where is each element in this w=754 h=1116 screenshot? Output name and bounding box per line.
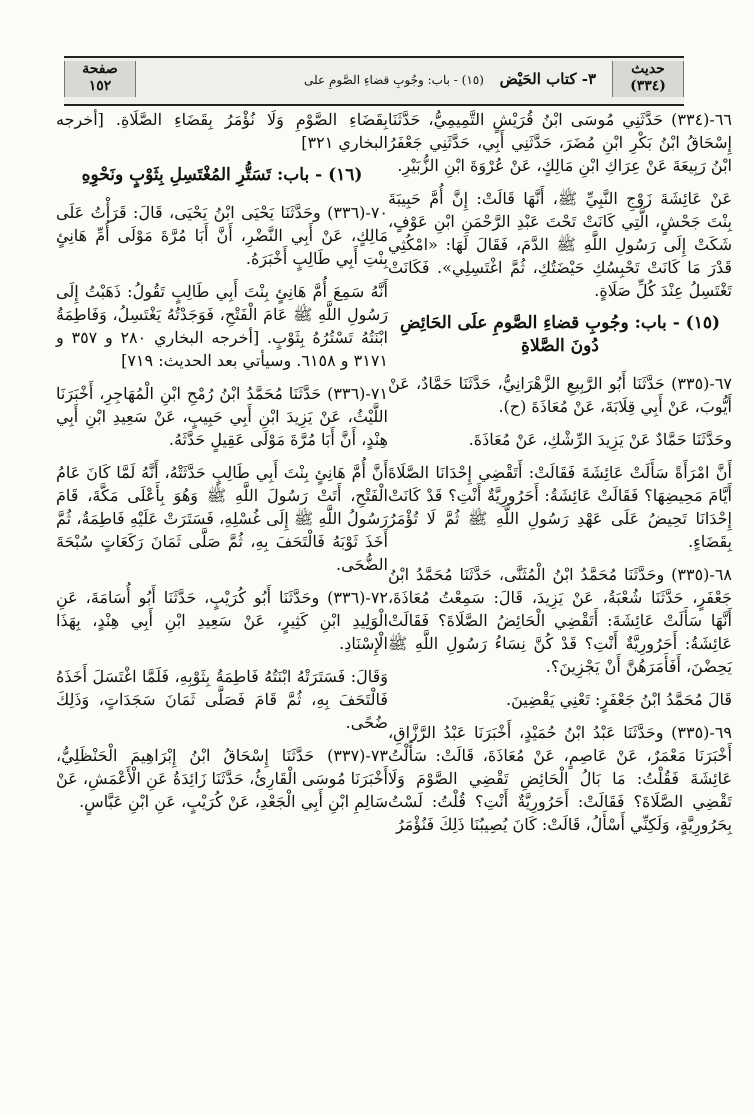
hadith-paragraph: أَنَّهُ سَمِعَ أُمَّ هَانِئٍ بِنْتَ أَبِي طَالِبٍ تَقُولُ: ذَهَبْتُ إِلَى رَسُولِ اللَّهِ ﷺ عَامَ الْفَتْحِ، فَوَجَدْتُهُ يَغْتَسِلُ، وَفَاطِمَةُ ابْنَتُهُ تَسْتُرُهُ بِثَوْبٍ. [أخرجه البخاري ٢٨٠ و ٣٥٧ و ٣١٧١ و ٦١٥٨. وسيأتي بعد الحديث: ٧١٩] [56, 282, 388, 370]
hadith-paragraph: ٧٠-(٣٣٦) وحَدَّثَنَا يَحْيَى ابْنُ يَحْيَى، قَالَ: قَرَأْتُ عَلَى مَالِكٍ، عَنْ أَبِي النَّضْرِ، أَنَّ أَبَا مُرَّةَ مَوْلَى أُمِّ هَانِئٍ بِنْتِ أَبِي طَالِبٍ أَخْبَرَهُ. [56, 203, 388, 268]
hadith-paragraph: ٦٨-(٣٣٥) وحَدَّثَنَا مُحَمَّدُ ابْنُ الْمُثَنَّى، حَدَّثَنَا مُحَمَّدُ ابْنُ جَعْفَرٍ، حَدَّثَنَا شُعْبَةُ، عَنْ يَزِيدَ، قَالَ: سَمِعْتُ مُعَاذَةَ، أَنَّهَا سَأَلَتْ عَائِشَةَ: أَتَقْضِي الْحَائِضُ الصَّلَاةَ؟ فَقَالَتْ عَائِشَةُ: أَحَرُورِيَّةٌ أَنْتِ؟ قَدْ كُنَّ نِسَاءُ رَسُولِ اللَّهِ ﷺ يَحِضْنَ، أَفَأَمَرَهُنَّ أَنْ يَجْزِينَ؟. [388, 565, 732, 676]
hadith-paragraph: ٦٩-(٣٣٥) وحَدَّثَنَا عَبْدُ ابْنُ حُمَيْدٍ، أَخْبَرَنَا عَبْدُ الرَّزَّاقِ، أَخْبَرَنَا مَعْمَرٌ، عَنْ عَاصِمٍ، عَنْ مُعَاذَةَ، قَالَتْ: سَأَلْتُ عَائِشَةَ فَقُلْتُ: مَا بَالُ الْحَائِضِ تَقْضِي الصَّوْمَ وَلَا تَقْضِي الصَّلَاةَ؟ فَقَالَتْ: أَحَرُورِيَّةٌ أَنْتِ؟ قُلْتُ: لَسْتُ بِحَرُورِيَّةٍ، وَلَكِنِّي أَسْأَلُ، قَالَتْ: كَانَ يُصِيبُنَا ذَلِكَ فَنُؤْمَرُ [388, 723, 732, 834]
hadith-paragraph: وَقَالَ: فَسَتَرَتْهُ ابْنَتُهُ فَاطِمَةُ بِثَوْبِهِ، فَلَمَّا اغْتَسَلَ أَخَذَهُ فَالْتَحَفَ بِهِ، ثُمَّ قَامَ فَصَلَّى ثَمَانَ سَجَدَاتٍ، وَذَلِكَ ضُحًى. [56, 667, 388, 732]
hadith-paragraph: وحَدَّثَنَا حَمَّادٌ عَنْ يَزِيدَ الرِّشْكِ، عَنْ مُعَاذَةَ. [468, 430, 732, 449]
left-column [56, 108, 388, 823]
hadith-paragraph: بِقَضَاءِ الصَّوْمِ وَلَا نُؤْمَرُ بِقَضَاءِ الصَّلَاةِ. [أخرجه البخاري ٣٢١] [56, 110, 388, 152]
hadith-label: حديث [631, 61, 665, 77]
hadith-paragraph: أَنَّ امْرَأَةً سَأَلَتْ عَائِشَةَ فَقَالَتْ: أَتَقْضِي إِحْدَانَا الصَّلَاةَ أَيَّامَ مَحِيضِهَا؟ فَقَالَتْ عَائِشَةُ: أَحَرُورِيَّةٌ أَنْتِ؟ قَدْ كَانَتْ إِحْدَانَا تَحِيضُ عَلَى عَهْدِ رَسُولِ اللَّهِ ﷺ ثُمَّ لَا تُؤْمَرُ بِقَضَاءٍ. [388, 463, 732, 551]
chapter-heading: (١٥) - باب: وجُوبِ قضاءِ الصَّومِ علَى الحَائِضِ دُونَ الصَّلاةِ [399, 313, 721, 356]
hadith-paragraph: ٦٧-(٣٣٥) حَدَّثَنَا أَبُو الرَّبِيعِ الزَّهْرَانِيُّ، حَدَّثَنَا حَمَّادٌ، عَنْ أَيُّوبَ، عَنْ أَبِي قِلَابَةَ، عَنْ مُعَاذَةَ (ح). [388, 374, 732, 416]
hadith-number-box [612, 61, 684, 97]
hadith-paragraph: ٧٢-(٣٣٦) وحَدَّثَنَا أَبُو كُرَيْبٍ، حَدَّثَنَا أَبُو أُسَامَةَ، عَنِ الْوَلِيدِ ابْنِ كَثِيرٍ، عَنْ سَعِيدِ ابْنِ أَبِي هِنْدٍ، بِهَذَا الْإِسْنَادِ. [56, 588, 388, 653]
right-column [388, 108, 732, 846]
chapter-title: (١٥) - باب: وجُوبِ قضاءِ الصَّومِ على [304, 73, 484, 87]
hadith-paragraph: ٧١-(٣٣٦) حَدَّثَنَا مُحَمَّدُ ابْنُ رُمْحِ ابْنِ الْمُهَاجِرِ، أَخْبَرَنَا اللَّيْثُ، عَنْ يَزِيدَ ابْنِ أَبِي حَبِيبٍ، عَنْ سَعِيدِ ابْنِ أَبِي هِنْدٍ، أَنَّ أَبَا مُرَّةَ مَوْلَى عَقِيلٍ حَدَّثَهُ. [56, 384, 388, 449]
book-title: ٣- كتاب الحَيْض [499, 70, 596, 88]
hadith-paragraph: ٦٦-(٣٣٤) حَدَّثَنِي مُوسَى ابْنُ قُرَيْشٍ التَّمِيمِيُّ، حَدَّثَنَا إِسْحَاقُ ابْنُ بَكْرِ ابْنِ مُضَرَ، حَدَّثَنِي أَبِي، حَدَّثَنِي جَعْفَرُ ابْنُ رَبِيعَةَ عَنْ عِرَاكِ ابْنِ مَالِكٍ، عَنْ عُرْوَةَ ابْنِ الزُّبَيْرِ. [388, 110, 732, 175]
hadith-number: (٣٣٤) [630, 78, 666, 94]
chapter-heading: (١٦) - باب: تَسَتُّرِ المُغْتَسِلِ بِثَوْبٍ ونَحْوِهِ [81, 165, 363, 185]
header-title [304, 70, 596, 88]
hadith-paragraph: عَنْ عَائِشَةَ زَوْجِ النَّبِيِّ ﷺ، أَنَّهَا قَالَتْ: إِنَّ أُمَّ حَبِيبَةَ بِنْتَ جَحْشٍ، الَّتِي كَانَتْ تَحْتَ عَبْدِ الرَّحْمَنِ ابْنِ عَوْفٍ، شَكَتْ إِلَى رَسُولِ اللَّهِ ﷺ الدَّمَ، فَقَالَ لَهَا: «امْكُثِي قَدْرَ مَا كَانَتْ تَحْبِسُكِ حَيْضَتُكِ، ثُمَّ اغْتَسِلِي». فَكَانَتْ تَغْتَسِلُ عِنْدَ كُلِّ صَلَاةٍ. [388, 189, 732, 300]
hadith-paragraph: ٧٣-(٣٣٧) حَدَّثَنَا إِسْحَاقُ ابْنُ إِبْرَاهِيمَ الْحَنْظَلِيُّ، أَخْبَرَنَا مُوسَى الْقَارِئُ، حَدَّثَنَا زَائِدَةُ عَنِ الْأَعْمَشِ، عَنْ سَالِمِ ابْنِ أَبِي الْجَعْدِ، عَنْ كُرَيْبٍ، عَنِ ابْنِ عَبَّاسٍ. [56, 746, 388, 811]
page-label: صفحة [82, 61, 118, 77]
hadith-paragraph: أَنَّ أُمَّ هَانِئٍ بِنْتَ أَبِي طَالِبٍ حَدَّثَتْهُ، أَنَّهُ لَمَّا كَانَ عَامُ الْفَتْحِ، أَتَتْ رَسُولَ اللَّهِ ﷺ وَهُوَ بِأَعْلَى مَكَّةَ، قَامَ رَسُولُ اللَّهِ ﷺ إِلَى غُسْلِهِ، فَسَتَرَتْ عَلَيْهِ فَاطِمَةُ، ثُمَّ أَخَذَ ثَوْبَهُ فَالْتَحَفَ بِهِ، ثُمَّ صَلَّى ثَمَانَ رَكَعَاتٍ سُبْحَةَ الضُّحَى. [56, 463, 388, 574]
page-header [64, 56, 684, 106]
hadith-paragraph: قَالَ مُحَمَّدُ ابْنُ جَعْفَرٍ: تَعْنِي يَقْضِينَ. [506, 690, 732, 709]
page-number: ١٥٢ [88, 78, 112, 94]
page-number-box [64, 61, 136, 97]
